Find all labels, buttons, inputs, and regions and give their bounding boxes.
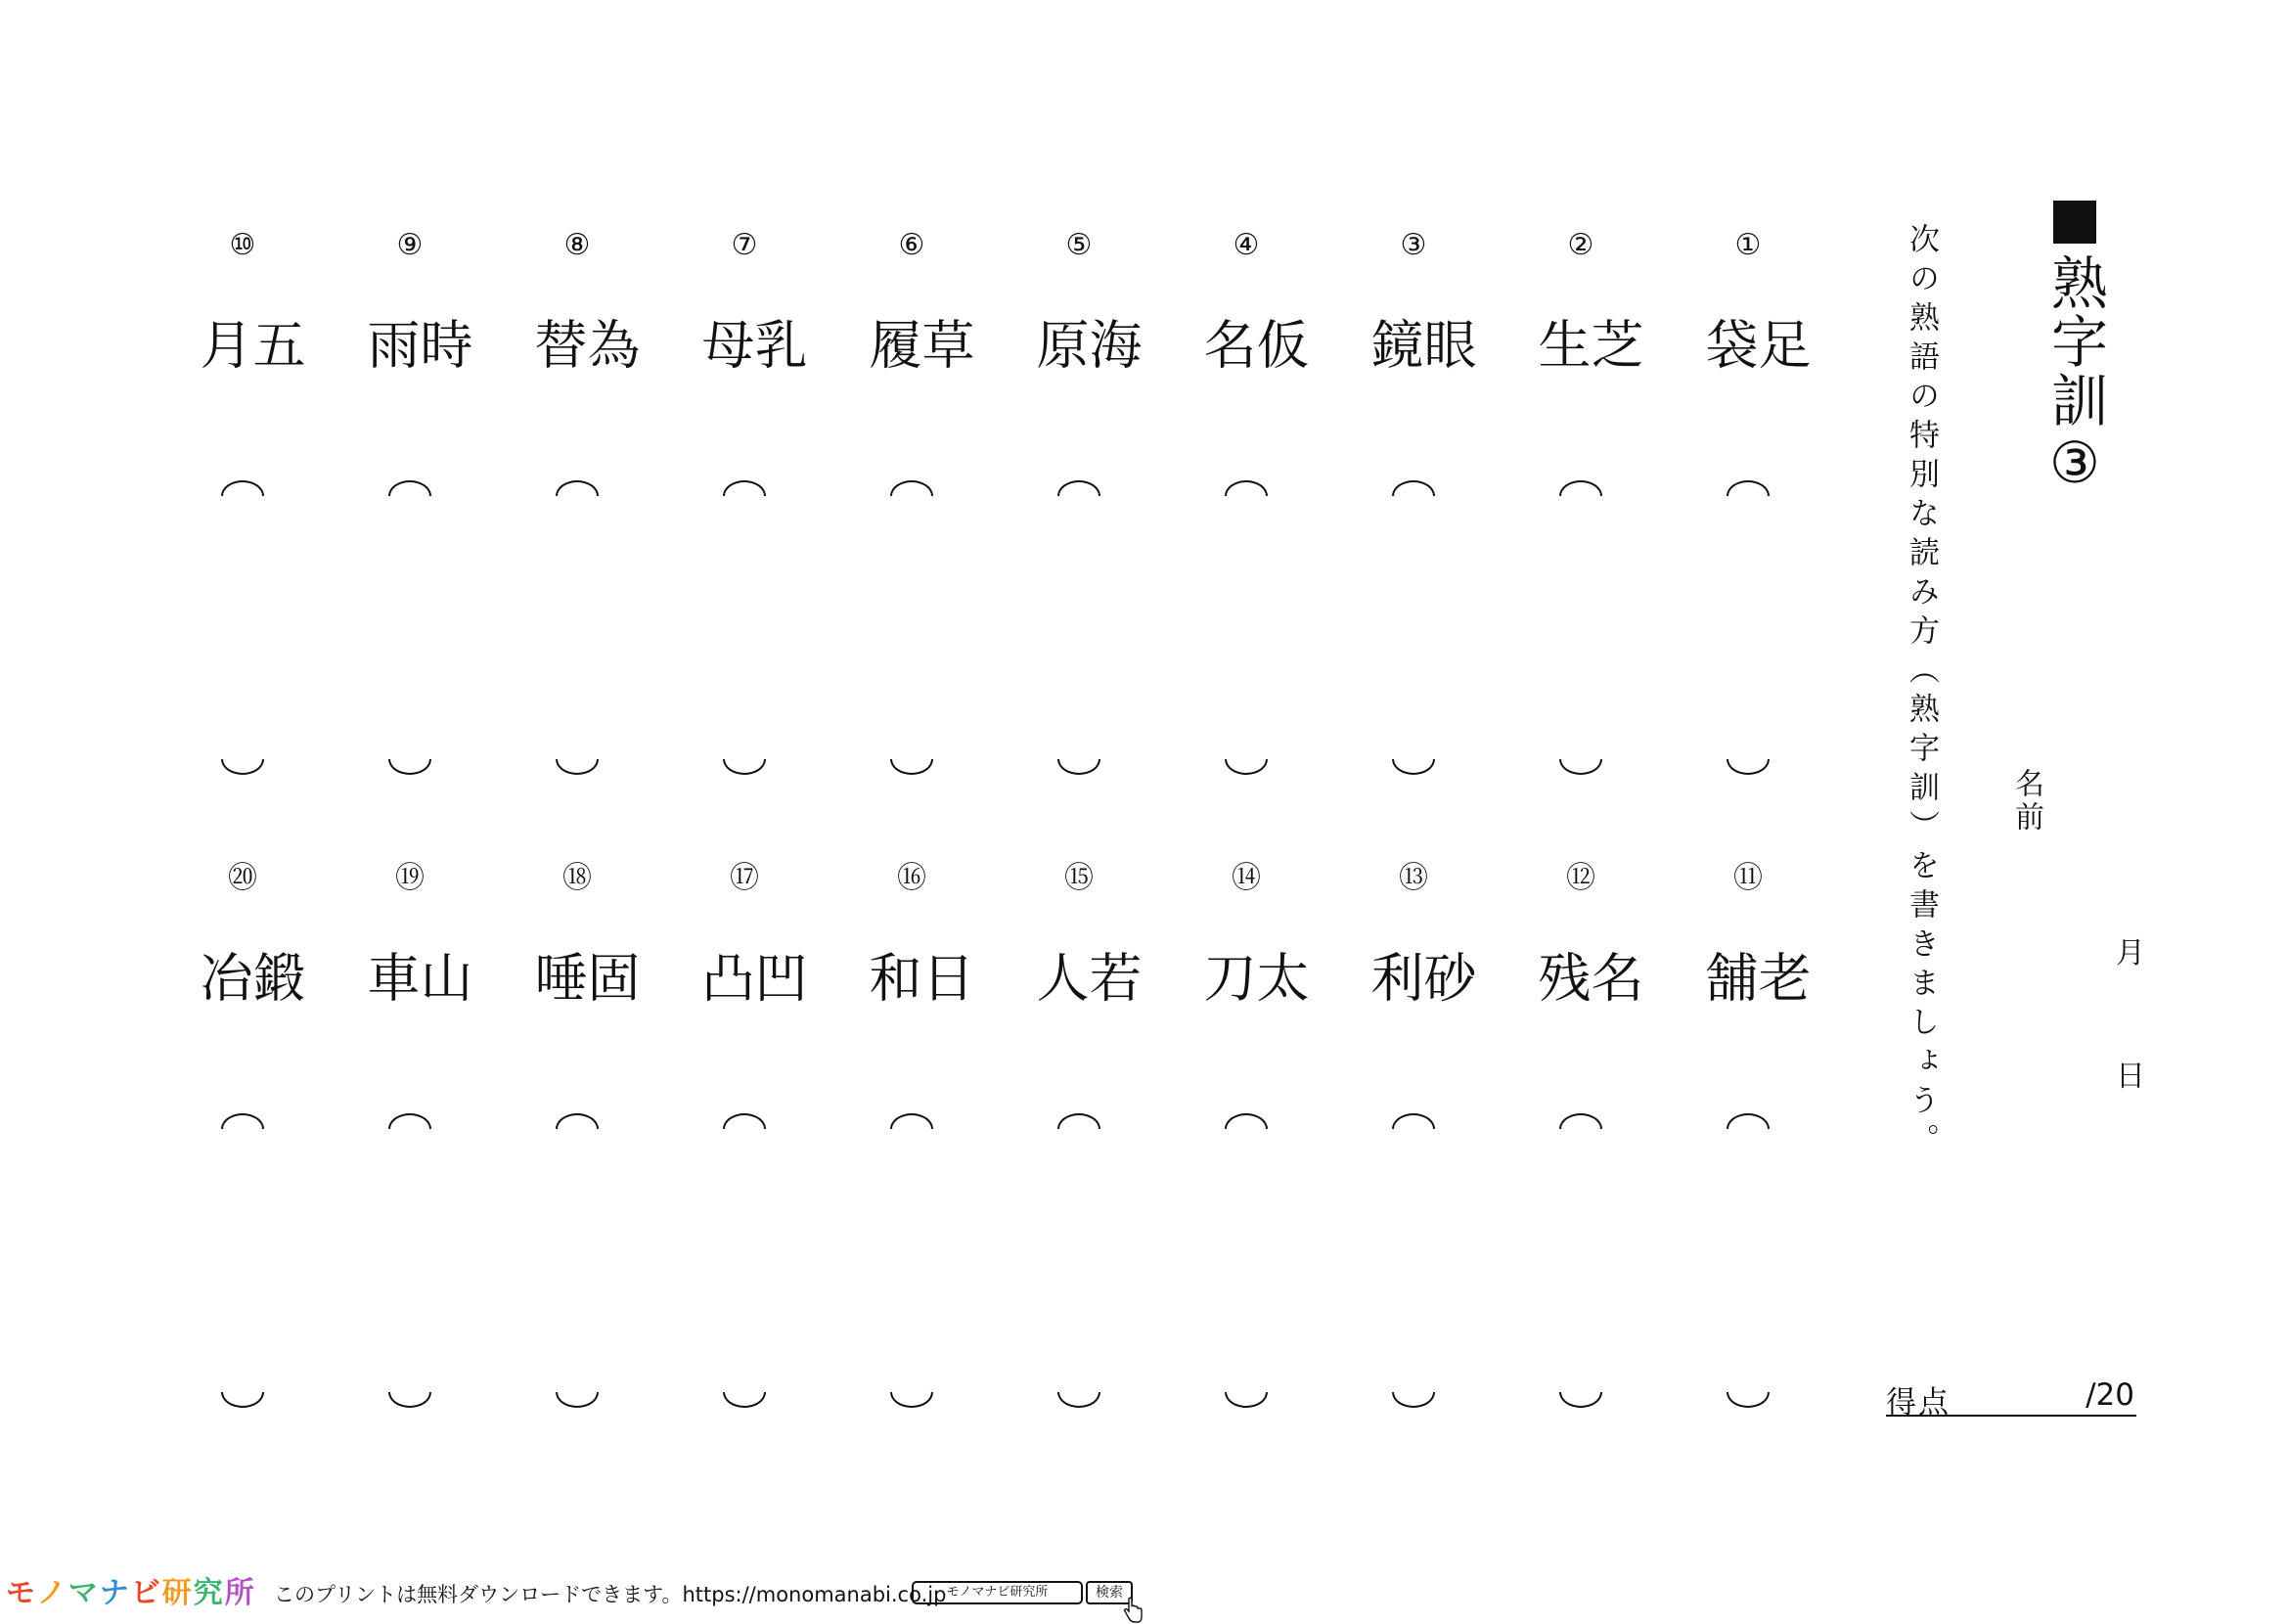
search-button: 検索 [1086, 1581, 1133, 1604]
question-word: 時雨 [359, 317, 473, 383]
question-word: 五月 [192, 317, 306, 383]
question-word: 鍛冶 [192, 950, 306, 1015]
question-word: 固唾 [526, 950, 641, 1015]
answer-close-bracket [723, 1392, 766, 1408]
question-item [1020, 861, 1143, 1412]
answer-close-bracket [1727, 759, 1770, 775]
question-word: 砂利 [1363, 950, 1477, 1015]
answer-close-bracket [1392, 759, 1435, 775]
answer-open-bracket [556, 1113, 599, 1129]
question-word: 眼鏡 [1363, 317, 1477, 383]
answer-close-bracket [388, 1392, 431, 1408]
question-word: 凹凸 [694, 950, 808, 1015]
question-number: ③ [1400, 228, 1427, 262]
hand-cursor-icon [1121, 1597, 1144, 1624]
question-number: ⑤ [1065, 228, 1093, 262]
question-number: ⑰ [730, 861, 759, 895]
answer-close-bracket [556, 759, 599, 775]
answer-close-bracket [1057, 759, 1100, 775]
question-item [184, 861, 306, 1412]
question-number: ⑯ [897, 861, 926, 895]
answer-open-bracket [1225, 480, 1268, 496]
instruction-text: 次の熟語の特別な読み方（熟字訓）を書きましょう。 [1904, 223, 1939, 1162]
question-number: ⑮ [1064, 861, 1094, 895]
answer-open-bracket [1225, 1113, 1268, 1129]
question-item [1020, 228, 1143, 779]
question-word: 太刀 [1195, 950, 1310, 1015]
brand-logo: モノマナビ研究所 [6, 1576, 256, 1610]
answer-close-bracket [1559, 1392, 1602, 1408]
question-word: 仮名 [1195, 317, 1310, 383]
question-number: ⑲ [395, 861, 425, 895]
answer-open-bracket [388, 1113, 431, 1129]
answer-open-bracket [890, 1113, 933, 1129]
question-number: ⑥ [898, 228, 925, 262]
question-item [1188, 861, 1310, 1412]
question-number: ⑭ [1232, 861, 1261, 895]
question-item [853, 228, 975, 779]
question-word: 足袋 [1697, 317, 1812, 383]
question-word: 乳母 [694, 317, 808, 383]
answer-open-bracket [1559, 480, 1602, 496]
question-item [518, 861, 641, 1412]
question-number: ⑨ [396, 228, 424, 262]
answer-open-bracket [556, 480, 599, 496]
answer-close-bracket [388, 759, 431, 775]
answer-open-bracket [388, 480, 431, 496]
answer-close-bracket [723, 759, 766, 775]
footer [0, 1573, 1174, 1622]
answer-open-bracket [221, 1113, 264, 1129]
question-item [351, 228, 473, 779]
page-title: 熟字訓③ [2041, 253, 2108, 498]
answer-close-bracket [1727, 1392, 1770, 1408]
question-item [686, 228, 808, 779]
search-box: モノマナビ研究所 [912, 1581, 1083, 1604]
question-item [1355, 228, 1477, 779]
question-item [1188, 228, 1310, 779]
question-item [1689, 861, 1812, 1412]
question-word: 若人 [1028, 950, 1143, 1015]
day-label: 日 [2116, 1060, 2145, 1094]
title-square-icon [2053, 201, 2096, 244]
question-item [1355, 861, 1477, 1412]
question-word: 山車 [359, 950, 473, 1015]
question-item [1522, 228, 1644, 779]
answer-close-bracket [1392, 1392, 1435, 1408]
question-number: ⑧ [563, 228, 591, 262]
question-number: ⑪ [1733, 861, 1763, 895]
question-number: ⑱ [562, 861, 592, 895]
score-field [1886, 1377, 2136, 1421]
answer-open-bracket [723, 1113, 766, 1129]
answer-open-bracket [1727, 1113, 1770, 1129]
answer-open-bracket [1727, 480, 1770, 496]
question-number: ⑫ [1566, 861, 1595, 895]
question-number: ⑦ [731, 228, 758, 262]
answer-open-bracket [890, 480, 933, 496]
question-number: ① [1734, 228, 1762, 262]
answer-open-bracket [1559, 1113, 1602, 1129]
question-item [1522, 861, 1644, 1412]
answer-close-bracket [890, 1392, 933, 1408]
answer-open-bracket [221, 480, 264, 496]
footer-note: このプリントは無料ダウンロードできます。https://monomanabi.co.jp [274, 1583, 947, 1606]
answer-close-bracket [556, 1392, 599, 1408]
answer-open-bracket [723, 480, 766, 496]
question-word: 老舗 [1697, 950, 1812, 1015]
question-word: 芝生 [1530, 317, 1644, 383]
question-word: 海原 [1028, 317, 1143, 383]
question-number: ⑳ [228, 861, 257, 895]
answer-open-bracket [1392, 480, 1435, 496]
answer-open-bracket [1057, 480, 1100, 496]
title-block [2040, 201, 2110, 533]
question-number: ⑬ [1399, 861, 1428, 895]
name-label: 名前 [2009, 768, 2043, 835]
answer-open-bracket [1057, 1113, 1100, 1129]
question-number: ② [1567, 228, 1594, 262]
question-word: 名残 [1530, 950, 1644, 1015]
answer-close-bracket [890, 759, 933, 775]
question-word: 為替 [526, 317, 641, 383]
answer-close-bracket [1225, 1392, 1268, 1408]
score-label: 得点 [1886, 1385, 1951, 1421]
question-word: 草履 [861, 317, 975, 383]
question-item [351, 861, 473, 1412]
question-item [184, 228, 306, 779]
score-max: /20 [2086, 1377, 2134, 1413]
answer-close-bracket [221, 759, 264, 775]
answer-open-bracket [1392, 1113, 1435, 1129]
answer-close-bracket [1057, 1392, 1100, 1408]
question-number: ④ [1233, 228, 1260, 262]
question-number: ⑩ [229, 228, 256, 262]
answer-close-bracket [1225, 759, 1268, 775]
question-item [853, 861, 975, 1412]
question-word: 日和 [861, 950, 975, 1015]
month-label: 月 [2116, 936, 2145, 970]
answer-close-bracket [221, 1392, 264, 1408]
answer-close-bracket [1559, 759, 1602, 775]
question-item [686, 861, 808, 1412]
question-item [1689, 228, 1812, 779]
question-item [518, 228, 641, 779]
